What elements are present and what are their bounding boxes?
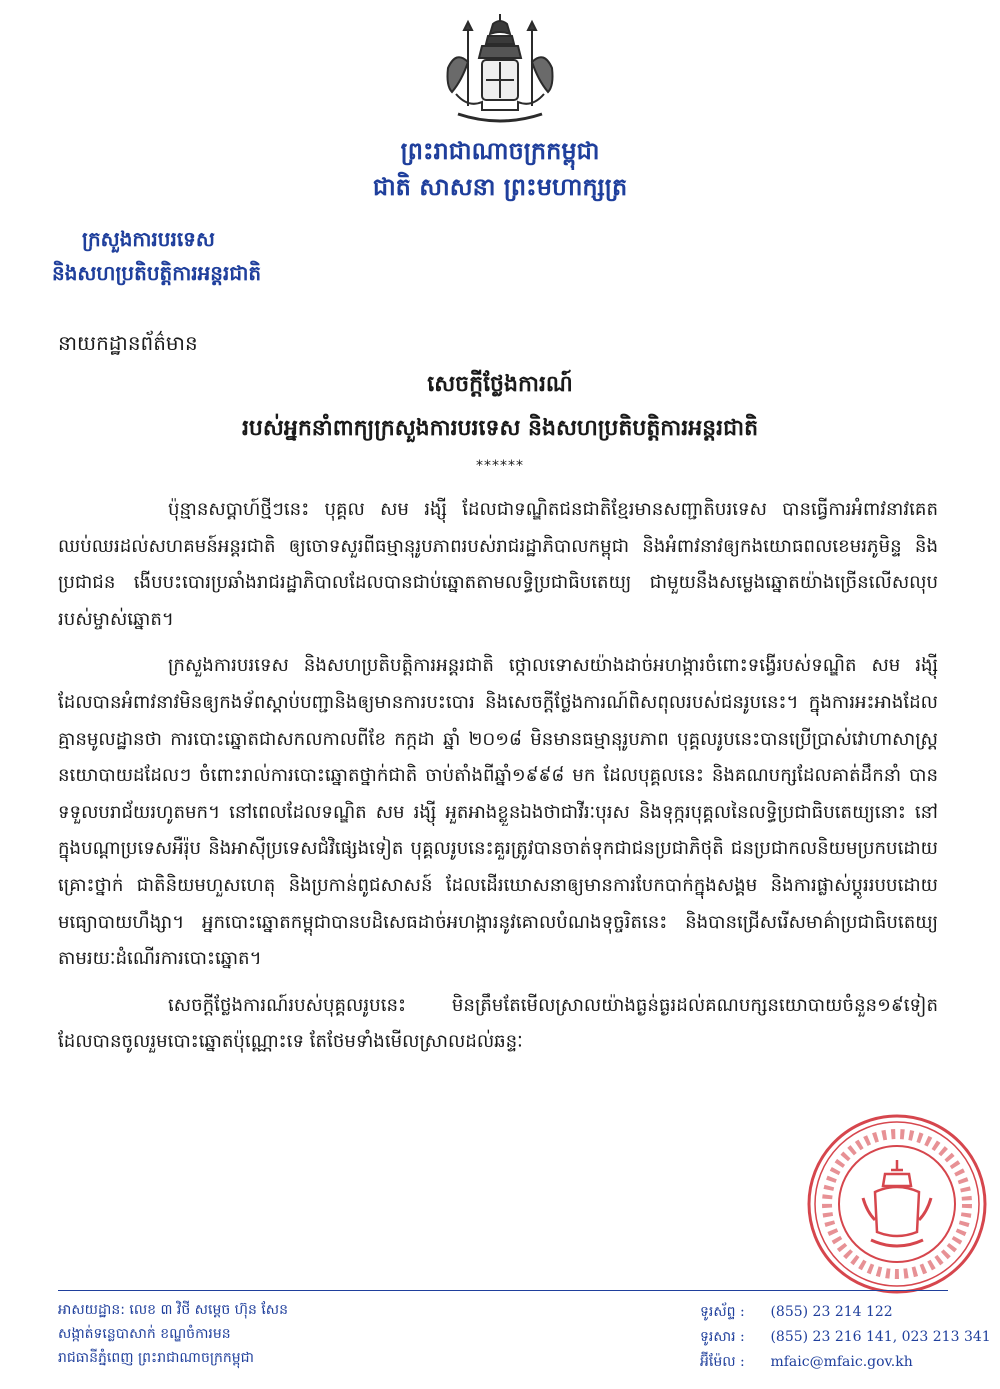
fax-label: ទូរសារ : xyxy=(700,1329,745,1345)
footer-address-line2: សង្កាត់ទន្លេបាសាក់ ខណ្ឌចំការមន xyxy=(58,1326,231,1342)
email-link[interactable]: mfaic@mfaic.gov.kh xyxy=(770,1354,913,1370)
body-paragraph-3: សេចក្តីថ្លែងការណ៍របស់បុគ្គលរូបនេះ មិនត្រឹមតែមើលស្រាលយ៉ាងធ្ងន់ធ្ងរដល់គណបក្សនយោបាយចំនួន១៩ទៀត ដែលបានចូលរួមបោះឆ្នោតប៉ុណ្ណោះទេ តែថែមទាំងមើលស្រាលដល់ឆន្ទៈ xyxy=(58,994,938,1053)
kingdom-title: ព្រះរាជាណាចក្រកម្ពុជា xyxy=(400,136,600,165)
ministry-name-line2: និងសហប្រតិបត្តិការអន្តរជាតិ xyxy=(52,261,262,285)
footer-phone xyxy=(700,1302,893,1323)
footer-email xyxy=(700,1352,913,1373)
phone-value: (855) 23 214 122 xyxy=(770,1304,893,1320)
ministry-name-line1: ក្រសួងការបរទេស xyxy=(82,227,215,251)
royal-arms-emblem-icon xyxy=(438,10,562,128)
footer-fax xyxy=(700,1327,991,1348)
body-paragraph-1: ប៉ុន្មានសប្តាហ៍ថ្មីៗនេះ បុគ្គល សម រង្ស៊ី ដែលជាទណ្ឌិតជនជាតិខ្មែរមានសញ្ជាតិបរទេស បានធ្វើការអំពាវនាវគេតឈប់ឈរដល់សហគមន៍អន្តរជាតិ ឲ្យចោទសួរពីធម្មានុរូបភាពរបស់រាជរដ្ឋាភិបាលកម្ពុជា និងអំពាវនាវឲ្យកងយោធពលខេមរភូមិន្ទ និងប្រជាជន ងើបបះបោរប្រឆាំងរាជរដ្ឋាភិបាលដែលបានជាប់ឆ្នោតតាមលទ្ធិប្រជាធិបតេយ្យ ជាមួយនឹងសម្លេងឆ្នោតយ៉ាងច្រើនលើសលុបរបស់ម្ចាស់ឆ្នោត។ xyxy=(58,499,938,630)
official-seal-icon xyxy=(805,1112,990,1297)
phone-label: ទូរស័ព្ទ : xyxy=(700,1304,745,1320)
footer-address-line1: អាសយដ្ឋាន: លេខ ៣ វិថី សម្តេច ហ៊ុន សែន xyxy=(58,1302,289,1318)
department-name: នាយកដ្ឋានព័ត៌មាន xyxy=(58,331,198,355)
footer-address-line3: រាជធានីភ្នំពេញ ព្រះរាជាណាចក្រកម្ពុជា xyxy=(58,1350,254,1366)
fax-value: (855) 23 216 141, 023 213 341 xyxy=(770,1329,991,1345)
statement-subtitle: របស់អ្នកនាំពាក្យក្រសួងការបរទេស និងសហប្រតិបត្តិការអន្តរជាតិ xyxy=(241,415,759,441)
statement-body xyxy=(58,492,938,1071)
statement-title: សេចក្តីថ្លែងការណ៍ xyxy=(427,371,573,397)
footer-divider xyxy=(58,1290,948,1291)
title-separator: ****** xyxy=(476,458,524,474)
email-label: អ៊ីម៉ែល : xyxy=(700,1354,745,1370)
body-paragraph-2: ក្រសួងការបរទេស និងសហប្រតិបត្តិការអន្តរជាតិ ថ្កោលទោសយ៉ាងដាច់អហង្ការចំពោះទង្វើរបស់ទណ្ឌិត សម រង្ស៊ី ដែលបានអំពាវនាវមិនឲ្យកងទ័ពស្តាប់បញ្ជានិងឲ្យមានការបះបោរ និងសេចក្តីថ្លែងការណ៍ពិសពុលរបស់ជនរូបនេះ។ ក្នុងការអះអាងដែលគ្មានមូលដ្ឋានថា ការបោះឆ្នោតជាសកលកាលពីខែ កក្កដា ឆ្នាំ ២០១៨ មិនមានធម្មានុរូបភាព បុគ្គលរូបនេះបានប្រើប្រាស់វោហាសាស្ត្រនយោបាយដដែលៗ ចំពោះរាល់ការបោះឆ្នោតថ្នាក់ជាតិ ចាប់តាំងពីឆ្នាំ១៩៩៨ មក ដែលបុគ្គលនេះ និងគណបក្សដែលគាត់ដឹកនាំ បានទទួលបរាជ័យរហូតមក។ នៅពេលដែលទណ្ឌិត សម រង្ស៊ី អួតអាងខ្លួនឯងថាជាវីរៈបុរស និងទុក្ករបុគ្គលនៃលទ្ធិប្រជាធិបតេយ្យនោះ នៅក្នុងបណ្តាប្រទេសអឺរ៉ុប និងអាស៊ីប្រទេសជំវិផ្សេងទៀត បុគ្គលរូបនេះគួរត្រូវបានចាត់ទុកជាជនប្រជាភិថុតិ ជនប្រជាកលនិយមប្រកបដោយគ្រោះថ្នាក់ ជាតិនិយមហួសហេតុ និងប្រកាន់ពូជសាសន៍ ដែលដើរឃោសនាឲ្យមានការបែកបាក់ក្នុងសង្គម និងការផ្លាស់ប្តូររបបដោយមធ្យោបាយហឹង្សា។ អ្នកបោះឆ្នោតកម្ពុជាបានបដិសេធដាច់អហង្ការនូវគោលបំណងទុច្ចរិតនេះ និងបានជ្រើសរើសមាគ៌ាប្រជាធិបតេយ្យ តាមរយៈដំណើរការបោះឆ្នោត។ xyxy=(58,655,938,970)
kingdom-motto: ជាតិ សាសនា ព្រះមហាក្សត្រ xyxy=(372,172,628,201)
